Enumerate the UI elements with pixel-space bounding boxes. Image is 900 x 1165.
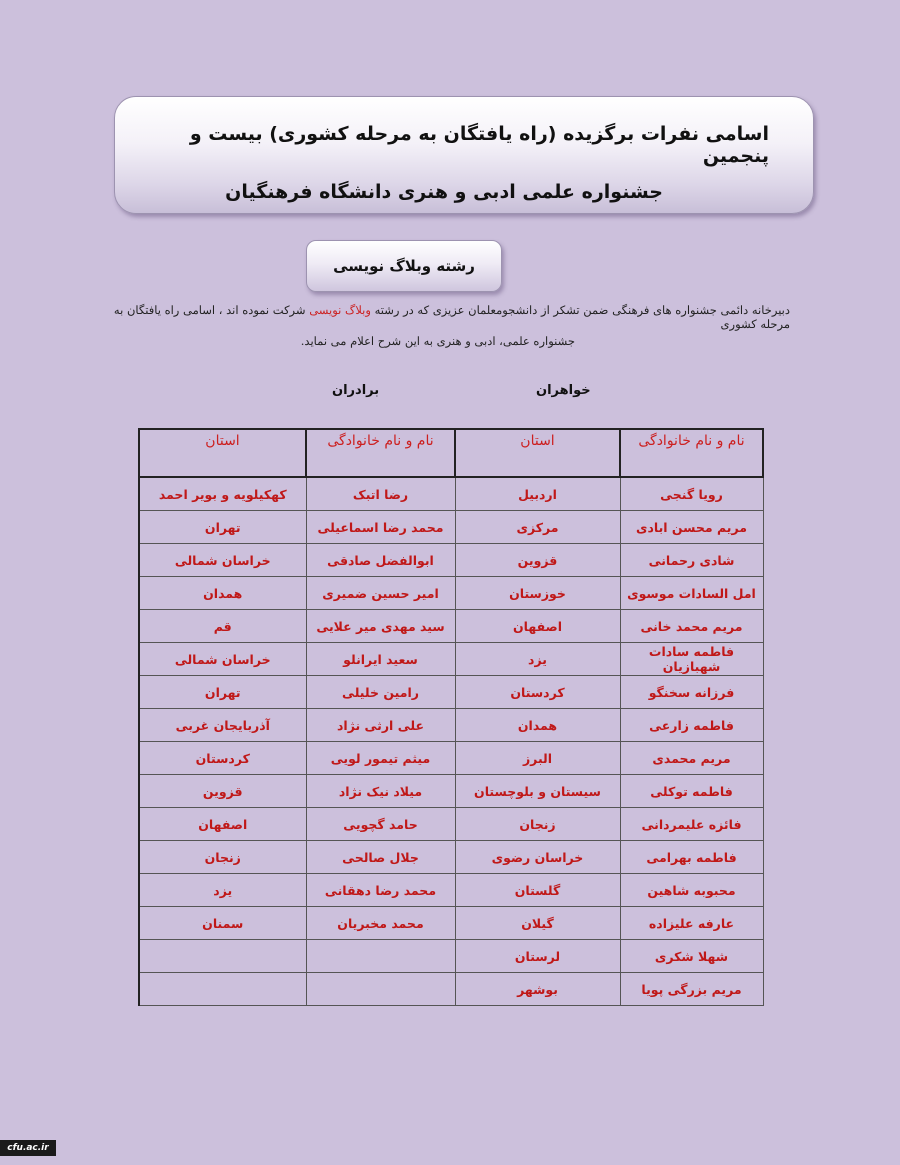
table-row	[139, 709, 763, 742]
sister-province-cell: گلستان	[455, 874, 620, 907]
brother-name-cell: میثم تیمور لویی	[306, 742, 455, 775]
winners-table	[138, 428, 764, 1006]
brother-name-cell	[306, 973, 455, 1006]
brother-name-cell: حامد گچویی	[306, 808, 455, 841]
sister-name-cell: امل السادات موسوی	[620, 577, 763, 610]
sister-name-cell: مریم محمدی	[620, 742, 763, 775]
header-sister-name: نام و نام خانوادگی	[620, 429, 763, 477]
table-row	[139, 940, 763, 973]
intro-highlight: وبلاگ نویسی	[309, 303, 371, 317]
brother-province-cell: قزوین	[139, 775, 306, 808]
sister-province-cell: البرز	[455, 742, 620, 775]
brother-name-cell: جلال صالحی	[306, 841, 455, 874]
sister-province-cell: سیستان و بلوچستان	[455, 775, 620, 808]
table-header-row	[139, 429, 763, 477]
brother-name-cell	[306, 940, 455, 973]
table-row	[139, 841, 763, 874]
group-label-brothers: برادران	[332, 383, 380, 398]
group-label-sisters: خواهران	[536, 383, 591, 398]
brother-province-cell: همدان	[139, 577, 306, 610]
brother-province-cell: زنجان	[139, 841, 306, 874]
table-row	[139, 511, 763, 544]
sister-name-cell: فاطمه بهرامی	[620, 841, 763, 874]
sister-name-cell: رویا گنجی	[620, 477, 763, 511]
sister-name-cell: فاطمه زارعی	[620, 709, 763, 742]
brother-province-cell: سمنان	[139, 907, 306, 940]
sister-province-cell: خراسان رضوی	[455, 841, 620, 874]
brother-province-cell: خراسان شمالی	[139, 643, 306, 676]
header-sister-province: استان	[455, 429, 620, 477]
table-row	[139, 808, 763, 841]
sister-province-cell: گیلان	[455, 907, 620, 940]
sister-province-cell: بوشهر	[455, 973, 620, 1006]
table-row	[139, 610, 763, 643]
sister-province-cell: همدان	[455, 709, 620, 742]
intro-paragraph	[100, 303, 790, 331]
sister-name-cell: شادی رحمانی	[620, 544, 763, 577]
sister-province-cell: قزوین	[455, 544, 620, 577]
table-row	[139, 742, 763, 775]
sister-province-cell: مرکزی	[455, 511, 620, 544]
brother-province-cell: تهران	[139, 676, 306, 709]
brother-name-cell: میلاد نیک نژاد	[306, 775, 455, 808]
sister-province-cell: زنجان	[455, 808, 620, 841]
brother-province-cell: تهران	[139, 511, 306, 544]
brother-province-cell: کردستان	[139, 742, 306, 775]
sister-province-cell: اردبیل	[455, 477, 620, 511]
page-title-line-2: جشنواره علمی ادبی و هنری دانشگاه فرهنگیان	[225, 181, 663, 203]
sister-province-cell: یزد	[455, 643, 620, 676]
brother-name-cell: محمد رضا دهقانی	[306, 874, 455, 907]
brother-name-cell: رامین خلیلی	[306, 676, 455, 709]
sister-name-cell: محبوبه شاهین	[620, 874, 763, 907]
sister-name-cell: شهلا شکری	[620, 940, 763, 973]
table-row	[139, 775, 763, 808]
sister-name-cell: فائزه علیمردانی	[620, 808, 763, 841]
brother-name-cell: ابوالفضل صادقی	[306, 544, 455, 577]
brother-province-cell	[139, 973, 306, 1006]
page-title-line-1: اسامی نفرات برگزیده (راه یافتگان به مرحله کشوری) بیست و پنجمین	[189, 123, 769, 167]
table-row	[139, 874, 763, 907]
brother-province-cell	[139, 940, 306, 973]
sister-province-cell: خوزستان	[455, 577, 620, 610]
brother-province-cell: قم	[139, 610, 306, 643]
intro-text-part2: شرکت نموده اند ، اسامی راه یافتگان به مرحله کشوری	[113, 303, 790, 331]
table-row	[139, 477, 763, 511]
table-row	[139, 907, 763, 940]
table-row	[139, 544, 763, 577]
table-body	[139, 477, 763, 1006]
table-row	[139, 676, 763, 709]
site-logo: cfu.ac.ir	[0, 1140, 56, 1156]
brother-province-cell: خراسان شمالی	[139, 544, 306, 577]
sister-province-cell: کردستان	[455, 676, 620, 709]
brother-name-cell: محمد مخبریان	[306, 907, 455, 940]
section-badge: رشته وبلاگ نویسی	[306, 240, 502, 292]
brother-name-cell: سید مهدی میر علایی	[306, 610, 455, 643]
sister-name-cell: مریم بزرگی پویا	[620, 973, 763, 1006]
header-brother-name: نام و نام خانوادگی	[306, 429, 455, 477]
brother-province-cell: اصفهان	[139, 808, 306, 841]
brother-name-cell: محمد رضا اسماعیلی	[306, 511, 455, 544]
header-brother-province: استان	[139, 429, 306, 477]
sister-name-cell: مریم محمد خانی	[620, 610, 763, 643]
brother-province-cell: کهکیلویه و بویر احمد	[139, 477, 306, 511]
table-row	[139, 643, 763, 676]
intro-text-part1: دبیرخانه دائمی جشنواره های فرهنگی ضمن تشکر از دانشجومعلمان عزیزی که در رشته	[370, 303, 790, 317]
brother-name-cell: امیر حسین ضمیری	[306, 577, 455, 610]
brother-name-cell: رضا اتبک	[306, 477, 455, 511]
sister-name-cell: عارفه علیزاده	[620, 907, 763, 940]
sister-province-cell: لرستان	[455, 940, 620, 973]
sister-name-cell: مریم محسن ابادی	[620, 511, 763, 544]
brother-province-cell: آذربایجان غربی	[139, 709, 306, 742]
sister-name-cell: فاطمه سادات شهبازیان	[620, 643, 763, 676]
sister-name-cell: فاطمه توکلی	[620, 775, 763, 808]
table-row	[139, 577, 763, 610]
sister-province-cell: اصفهان	[455, 610, 620, 643]
intro-paragraph-line2: جشنواره علمی، ادبی و هنری به این شرح اعلام می نماید.	[300, 334, 575, 348]
sister-name-cell: فرزانه سخنگو	[620, 676, 763, 709]
table-row	[139, 973, 763, 1006]
brother-province-cell: یزد	[139, 874, 306, 907]
brother-name-cell: سعید ایرانلو	[306, 643, 455, 676]
brother-name-cell: علی ارثی نژاد	[306, 709, 455, 742]
title-box	[114, 96, 814, 214]
